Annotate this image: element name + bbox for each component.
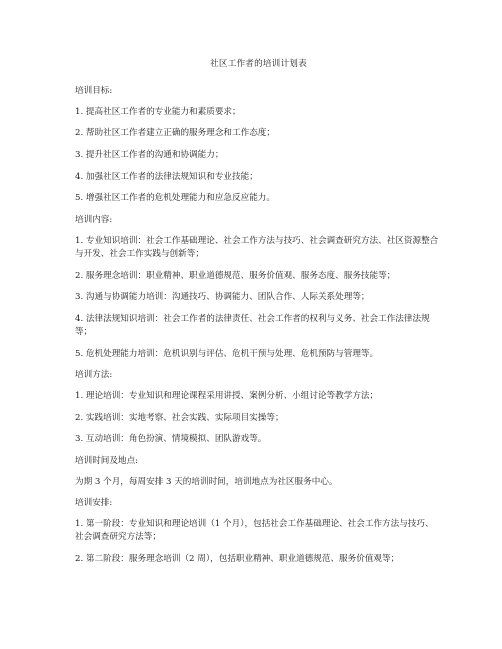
content-item: 1. 专业知识培训：社会工作基础理论、社会工作方法与技巧、社会调查研究方法、社区资源整合与开发、社会工作实践与创新等； (75, 235, 439, 259)
content-item: 3. 沟通与协调能力培训：沟通技巧、协调能力、团队合作、人际关系处理等； (75, 292, 370, 303)
content-item: 5. 危机处理能力培训：危机识别与评估、危机干预与处理、危机预防与管理等。 (75, 348, 379, 359)
goal-item: 4. 加强社区工作者的法律法规知识和专业技能； (75, 171, 258, 182)
time-place-item: 为期 3 个月，每周安排 3 天的培训时间，培训地点为社区服务中心。 (75, 476, 338, 487)
section-heading-methods: 培训方法: (75, 370, 113, 381)
schedule-item: 1. 第一阶段：专业知识和理论培训（1 个月），包括社会工作基础理论、社会工作方法与技巧、社会调查研究方法等； (75, 519, 434, 543)
method-item: 3. 互动培训：角色扮演、情境模拟、团队游戏等。 (75, 434, 267, 445)
content-item: 2. 服务理念培训：职业精神、职业道德规范、服务价值观、服务态度、服务技能等； (75, 270, 396, 281)
goal-item: 5. 增强社区工作者的危机处理能力和应急反应能力。 (75, 193, 275, 204)
method-item: 1. 理论培训：专业知识和理论课程采用讲授、案例分析、小组讨论等教学方法； (75, 390, 379, 401)
goal-item: 3. 提升社区工作者的沟通和协调能力； (75, 150, 224, 161)
schedule-item: 2. 第二阶段：服务理念培训（2 周），包括职业精神、职业道德规范、服务价值观等； (75, 553, 400, 564)
document-title: 社区工作者的培训计划表 (210, 59, 307, 69)
section-heading-schedule: 培训安排: (75, 498, 113, 509)
method-item: 2. 实践培训：实地考察、社会实践、实际项目实操等； (75, 412, 284, 423)
goal-item: 2. 帮助社区工作者建立正确的服务理念和工作态度； (75, 128, 275, 139)
section-heading-content: 培训内容: (75, 215, 113, 226)
section-heading-goals: 培训目标: (75, 86, 113, 96)
section-heading-time-place: 培训时间及地点: (75, 456, 139, 466)
goal-item: 1. 提高社区工作者的专业能力和素质要求； (75, 106, 241, 117)
content-item: 4. 法律法规知识培训：社会工作者的法律责任、社会工作者的权利与义务、社会工作法律法规等； (75, 313, 430, 337)
